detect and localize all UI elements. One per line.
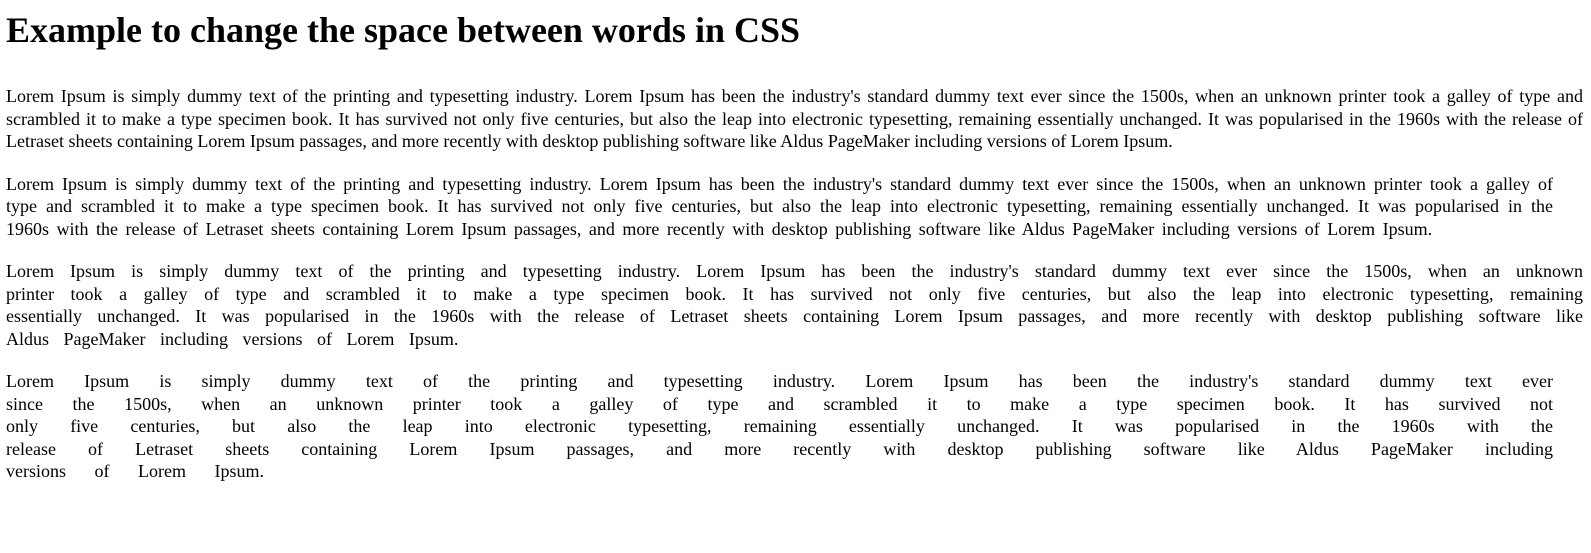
paragraph-medium-word-spacing: Lorem Ipsum is simply dummy text of the printing and typesetting industry. Lorem Ipsum has been the industry's standard dummy text ever since the 1500s, when an unknown printer took a galley of type and scrambled it to make a type specimen book. It has survived not only five centuries, but also the leap into electronic typesetting, remaining essentially unchanged. It was popularised in the 1960s with the release of Letraset sheets containing Lorem Ipsum passages, and more recently with desktop publishing software like Aldus PageMaker including versions of Lorem Ipsum. <box>6 261 1583 349</box>
page-content <box>0 8 1591 483</box>
page-title: Example to change the space between words in CSS <box>6 10 801 50</box>
paragraph-large-word-spacing: Lorem Ipsum is simply dummy text of the printing and typesetting industry. Lorem Ipsum has been the industry's standard dummy text ever since the 1500s, when an unknown printer took a galley of type and scrambled it to make a type specimen book. It has survived not only five centuries, but also the leap into electronic typesetting, remaining essentially unchanged. It was popularised in the 1960s with the release of Letraset sheets containing Lorem Ipsum passages, and more recently with desktop publishing software like Aldus PageMaker including versions of Lorem Ipsum. <box>6 371 1553 481</box>
paragraph-small-word-spacing: Lorem Ipsum is simply dummy text of the printing and typesetting industry. Lorem Ipsum has been the industry's standard dummy text ever since the 1500s, when an unknown printer took a galley of type and scrambled it to make a type specimen book. It has survived not only five centuries, but also the leap into electronic typesetting, remaining essentially unchanged. It was popularised in the 1960s with the release of Letraset sheets containing Lorem Ipsum passages, and more recently with desktop publishing software like Aldus PageMaker including versions of Lorem Ipsum. <box>6 173 1553 239</box>
paragraph-normal-spacing: Lorem Ipsum is simply dummy text of the printing and typesetting industry. Lorem Ipsum has been the industry's standard dummy text ever since the 1500s, when an unknown printer took a galley of type and scrambled it to make a type specimen book. It has survived not only five centuries, but also the leap into electronic typesetting, remaining essentially unchanged. It was popularised in the 1960s with the release of Letraset sheets containing Lorem Ipsum passages, and more recently with desktop publishing software like Aldus PageMaker including versions of Lorem Ipsum. <box>6 86 1583 151</box>
